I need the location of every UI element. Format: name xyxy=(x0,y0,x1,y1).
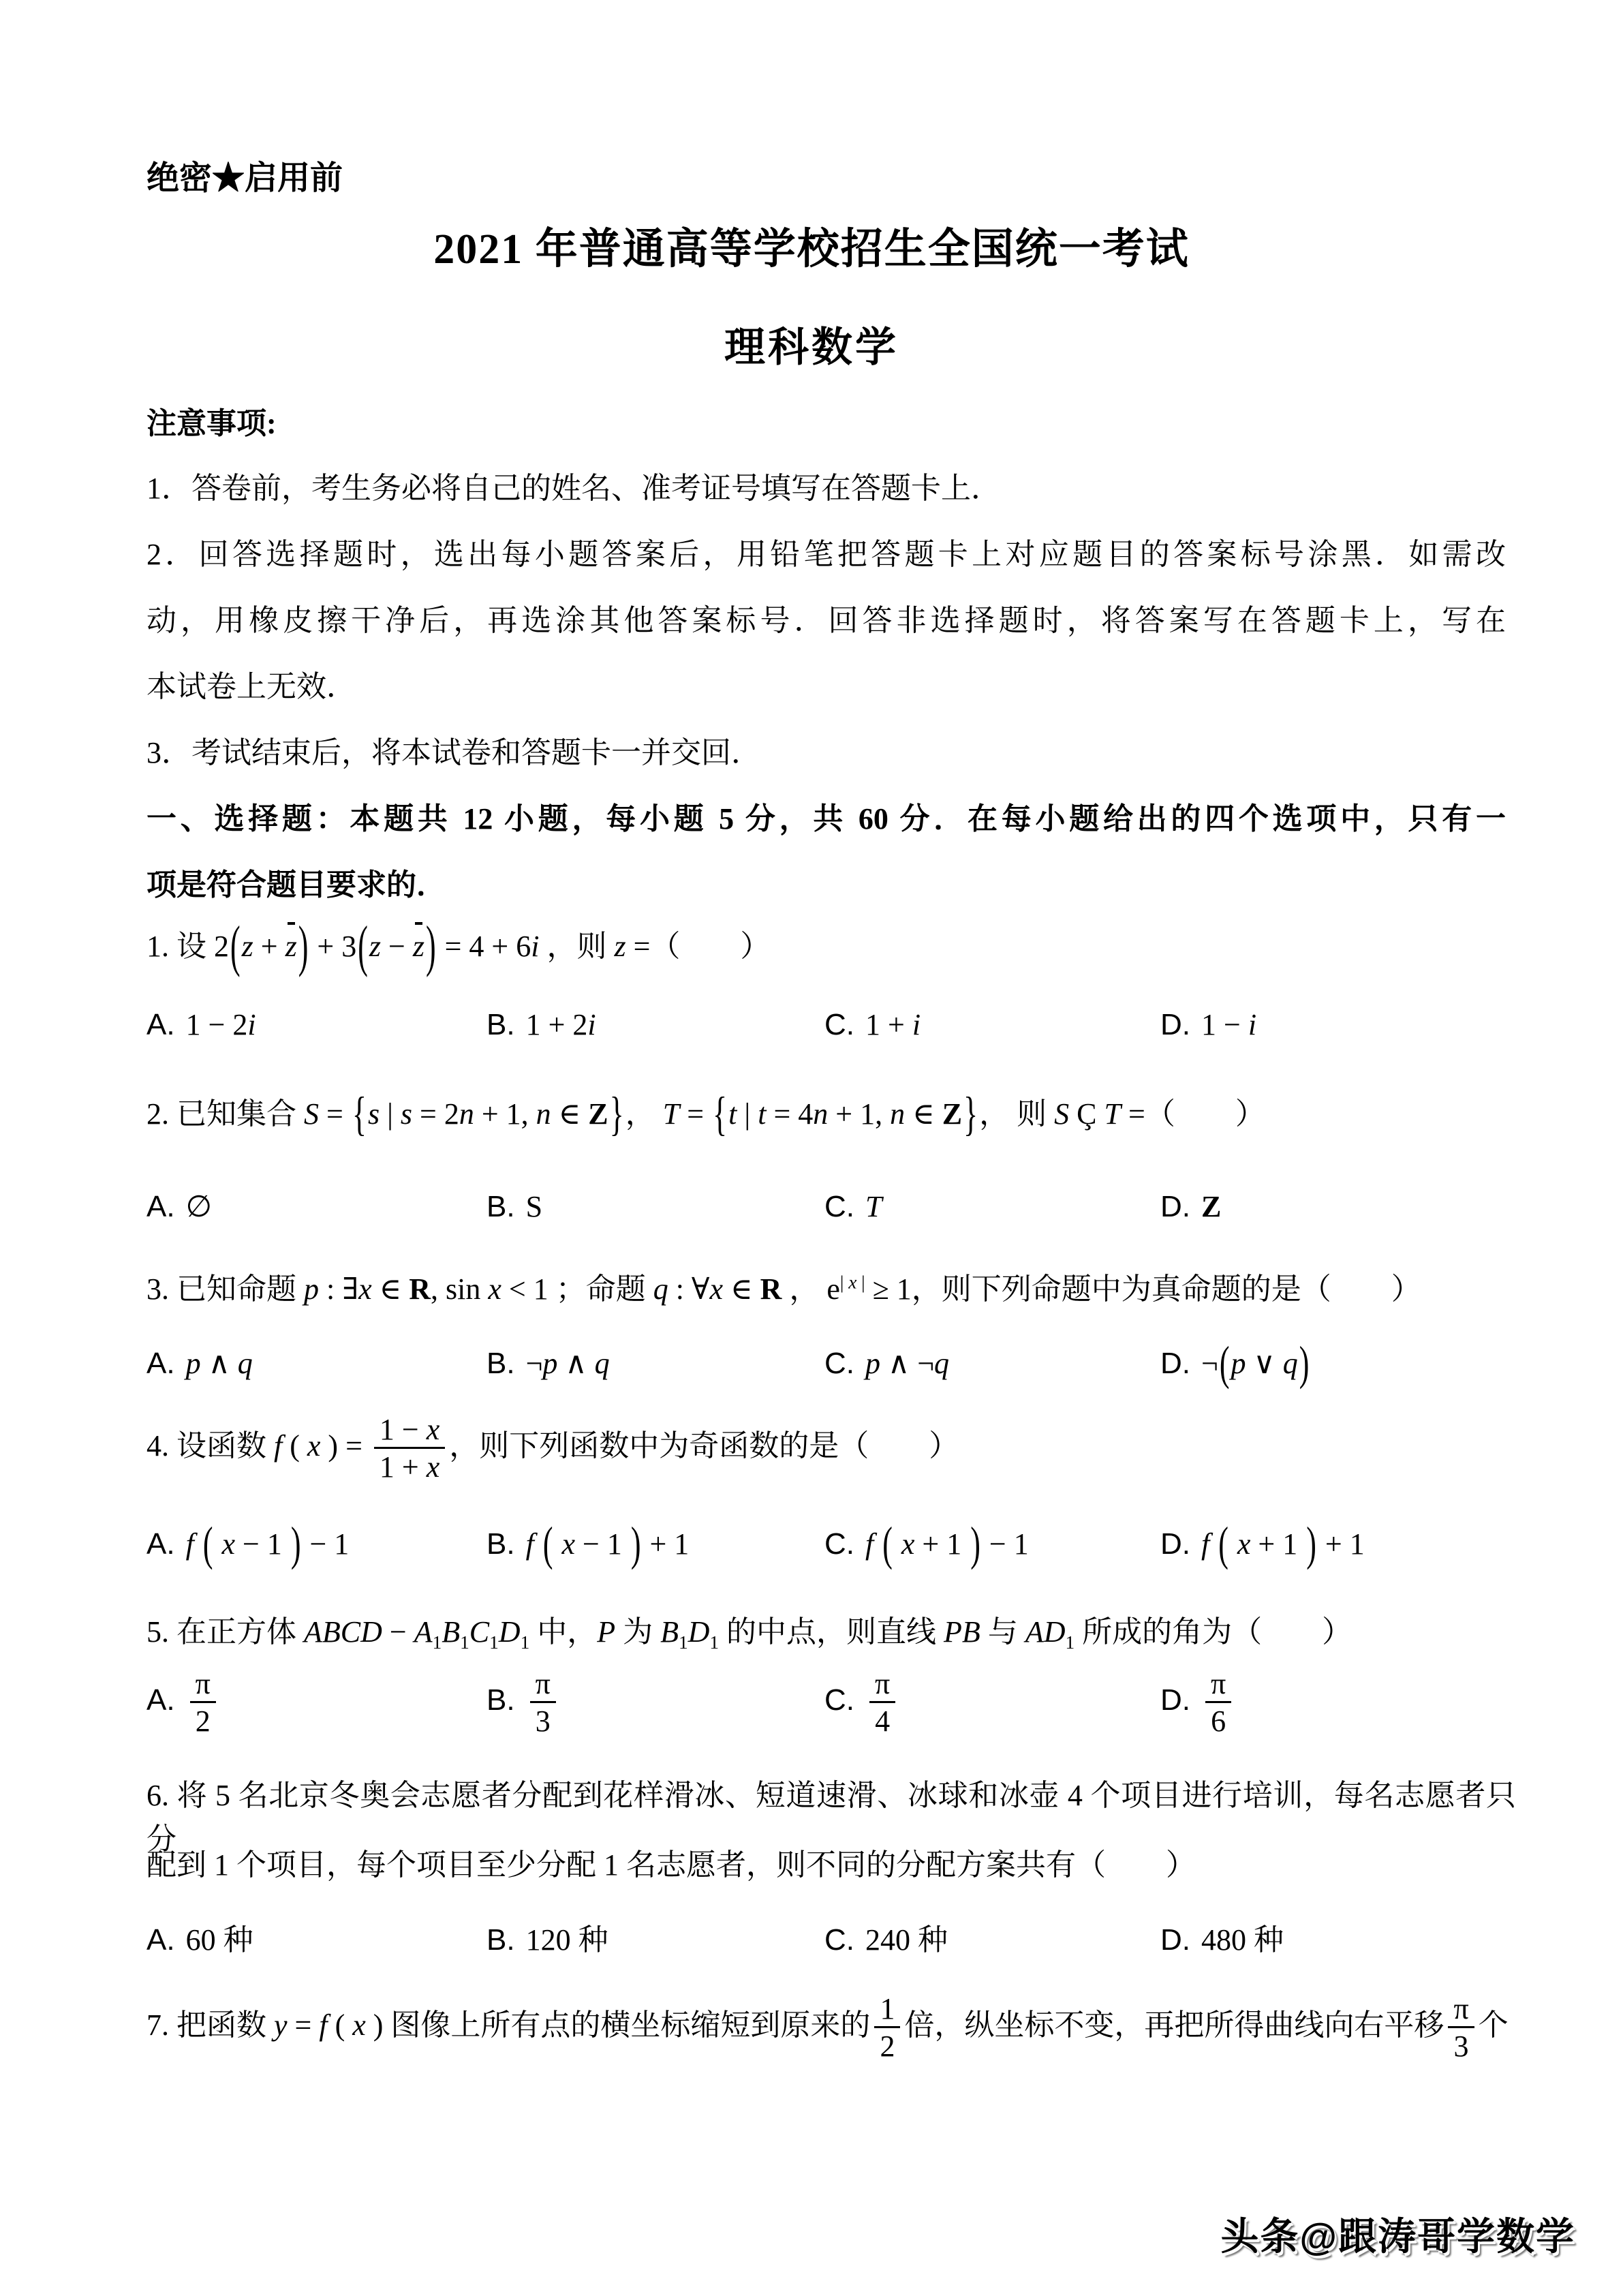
option-letter: B. xyxy=(486,1683,515,1717)
question-1-option-a xyxy=(146,1007,486,1042)
option-value: f ( x − 1 ) + 1 xyxy=(525,1517,690,1571)
question-6-option-c xyxy=(824,1915,1160,1959)
option-letter: D. xyxy=(1160,1683,1190,1717)
publisher-watermark: 头条@跟涛哥学数学 xyxy=(1220,2215,1575,2258)
question-5-stem: 5. 在正方体 ABCD − $A_1B_1C_1D_1$ 中，P 为 $B_1D_1$ 的中点，则直线 PB 与 $AD_1$ 所成的角为（ ） xyxy=(146,1615,1352,1653)
question-5-options xyxy=(146,1668,1516,1737)
option-letter: C. xyxy=(824,1683,854,1717)
exam-subject-subtitle: 理科数学 xyxy=(724,325,899,370)
option-letter: A. xyxy=(146,1190,175,1223)
question-4-stem: 4. 设函数 f ( x ) = $\frac{1 - x}{1 + x}$ ，则下列函数中为奇函数的是（ ） xyxy=(146,1413,959,1484)
question-3-option-d xyxy=(1160,1336,1516,1390)
option-value: $\frac{\pi}{3}$ xyxy=(526,1683,560,1717)
option-letter: B. xyxy=(486,1347,515,1380)
option-letter: C. xyxy=(824,1923,854,1957)
option-value: 480 种 xyxy=(1201,1923,1284,1957)
option-value: 1 − i xyxy=(1201,1008,1257,1041)
question-7-stem: 7. 把函数 y = f ( x ) 图像上所有点的横坐标缩短到原来的 $\frac{1}{2}$ 倍，纵坐标不变，再把所得曲线向右平移 $\frac{\pi}{3}$ 个 xyxy=(146,1992,1509,2064)
question-6-stem-line-2: 配到 1 个项目，每个项目至少分配 1 名志愿者，则不同的分配方案共有（ ） xyxy=(146,1848,1196,1882)
question-2-options xyxy=(146,1189,1516,1224)
option-letter: A. xyxy=(146,1527,175,1561)
option-value: ¬(p ∨ q) xyxy=(1201,1336,1310,1390)
question-1-option-b xyxy=(486,1007,824,1042)
option-letter: B. xyxy=(486,1190,515,1223)
option-value: 1 + i xyxy=(865,1008,921,1041)
question-6-option-a xyxy=(146,1915,486,1959)
option-letter: A. xyxy=(146,1923,175,1957)
question-5-option-b xyxy=(486,1668,824,1737)
option-value: 60 种 xyxy=(185,1923,253,1957)
question-1-options xyxy=(146,1007,1516,1042)
question-3-option-b xyxy=(486,1346,824,1381)
notice-item-3: 3．考试结束后，将本试卷和答题卡一并交回． xyxy=(146,736,761,769)
question-3-option-a xyxy=(146,1346,486,1381)
option-letter: A. xyxy=(146,1008,175,1041)
question-4-option-d xyxy=(1160,1517,1516,1571)
option-letter: A. xyxy=(146,1683,175,1717)
question-1-option-d xyxy=(1160,1007,1516,1042)
question-4-option-c xyxy=(824,1517,1160,1571)
option-letter: B. xyxy=(486,1923,515,1957)
question-6-options xyxy=(146,1915,1516,1959)
question-6-option-b xyxy=(486,1915,824,1959)
option-value: 1 − 2i xyxy=(185,1008,256,1041)
option-letter: B. xyxy=(486,1008,515,1041)
notice-item-1: 1．答卷前，考生务必将自己的姓名、准考证号填写在答题卡上． xyxy=(146,472,1001,505)
option-value: f ( x − 1 ) − 1 xyxy=(185,1517,350,1571)
question-4-options xyxy=(146,1517,1516,1571)
option-value: 120 种 xyxy=(525,1923,608,1957)
option-letter: B. xyxy=(486,1527,515,1561)
option-letter: C. xyxy=(824,1008,854,1041)
option-value: S xyxy=(525,1190,543,1223)
notice-item-2-line-2: 动，用橡皮擦干净后，再选涂其他答案标号．回答非选择题时，将答案写在答题卡上，写在 xyxy=(146,604,1506,637)
option-value: f ( x + 1 ) + 1 xyxy=(1201,1517,1365,1571)
option-letter: D. xyxy=(1160,1527,1190,1561)
question-3-option-c xyxy=(824,1346,1160,1381)
option-letter: D. xyxy=(1160,1008,1190,1041)
section-1-heading-line-2: 项是符合题目要求的． xyxy=(146,868,446,902)
question-1-option-c xyxy=(824,1007,1160,1042)
question-4-option-a xyxy=(146,1517,486,1571)
option-value: f ( x + 1 ) − 1 xyxy=(865,1517,1029,1571)
question-2-option-d xyxy=(1160,1189,1516,1224)
exam-title: 2021 年普通高等学校招生全国统一考试 xyxy=(433,226,1190,273)
question-5-option-d xyxy=(1160,1668,1516,1737)
question-2-option-c xyxy=(824,1189,1160,1224)
question-2-stem: 2. 已知集合 S = {s | s = 2n + 1, n ∈ Z}， T = {t | t = 4n + 1, n ∈ Z}， 则 S Ç T =（ ） xyxy=(146,1087,1265,1141)
option-value: Z xyxy=(1201,1190,1222,1223)
option-value: 1 + 2i xyxy=(525,1008,596,1041)
option-letter: D. xyxy=(1160,1347,1190,1380)
classification-banner: 绝密★启用前 xyxy=(146,160,343,196)
option-value: T xyxy=(865,1190,882,1223)
notice-item-2-line-3: 本试卷上无效． xyxy=(146,670,356,703)
question-5-option-c xyxy=(824,1668,1160,1737)
option-value: $\frac{\pi}{6}$ xyxy=(1201,1683,1235,1717)
question-6-stem-line-1: 6. 将 5 名北京冬奥会志愿者分配到花样滑冰、短道速滑、冰球和冰壶 4 个项目进行培训，每名志愿者只分 xyxy=(146,1779,1516,1856)
option-value: $\frac{\pi}{2}$ xyxy=(186,1683,220,1717)
question-4-option-b xyxy=(486,1517,824,1571)
question-6-option-d xyxy=(1160,1915,1516,1959)
question-1-stem: 1. 设 2(z + z) + 3(z − z) = 4 + 6i ，则 z =（ ） xyxy=(146,914,771,979)
option-letter: D. xyxy=(1160,1190,1190,1223)
question-2-option-a xyxy=(146,1189,486,1224)
question-3-options xyxy=(146,1336,1516,1390)
option-letter: A. xyxy=(146,1347,175,1380)
notice-heading: 注意事项: xyxy=(146,407,277,440)
option-letter: D. xyxy=(1160,1923,1190,1957)
option-value: 240 种 xyxy=(865,1923,948,1957)
notice-item-2-line-1: 2．回答选择题时，选出每小题答案后，用铅笔把答题卡上对应题目的答案标号涂黑．如需改 xyxy=(146,538,1506,571)
option-letter: C. xyxy=(824,1527,854,1561)
option-value: ¬p ∧ q xyxy=(525,1347,610,1380)
option-value: p ∧ q xyxy=(185,1347,253,1380)
section-1-heading-line-1: 一、选择题：本题共 12 小题，每小题 5 分，共 60 分．在每小题给出的四个选项中，只有一 xyxy=(146,802,1506,836)
option-letter: C. xyxy=(824,1347,854,1380)
option-letter: C. xyxy=(824,1190,854,1223)
option-value: p ∧ ¬q xyxy=(865,1347,950,1380)
option-value: ∅ xyxy=(185,1190,212,1223)
question-5-option-a xyxy=(146,1668,486,1737)
question-2-option-b xyxy=(486,1189,824,1224)
question-3-stem: 3. 已知命题 p : ∃x ∈ R, sin x < 1 ；命题 q : ∀x ∈ R ， $e^{| x |} \ge 1$，则下列命题中为真命题的是（ ） xyxy=(146,1272,1421,1306)
option-value: $\frac{\pi}{4}$ xyxy=(865,1683,899,1717)
